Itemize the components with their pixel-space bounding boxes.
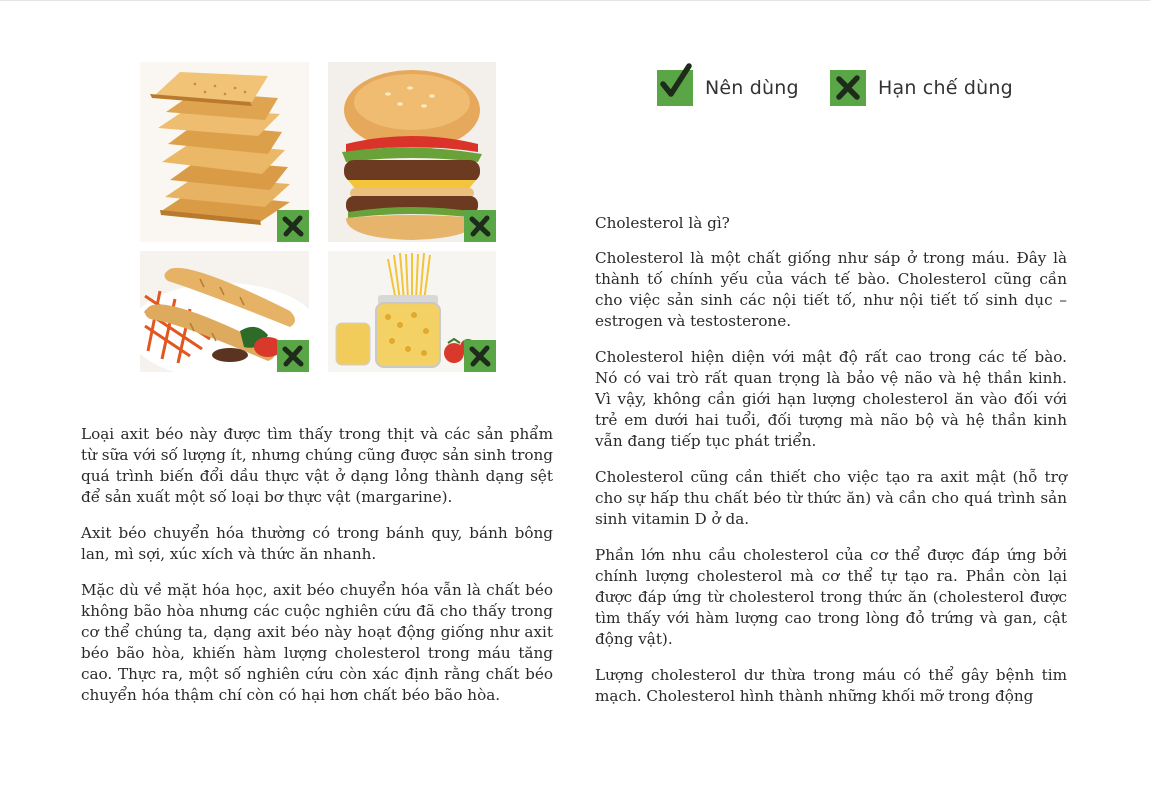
paragraph: Cholesterol hiện diện với mật độ rất cao trong các tế bào. Nó có vai trò rất quan trọng là bảo vệ não và hệ thần kinh. Vì vậy, không cần giới hạn lượng cholesterol ăn vào đối với trẻ em dưới hai tuổi, đối tượng mà não bộ và hệ thần kinh vẫn đang tiếp tục phát triển. <box>595 348 1067 450</box>
pasta-jar-photo <box>328 251 496 372</box>
legend-recommended <box>657 70 799 106</box>
legend-recommended-label: Nên dùng <box>705 77 799 99</box>
x-mark-icon <box>464 340 496 372</box>
page-top-border <box>0 0 1150 1</box>
paragraph: Loại axit béo này được tìm thấy trong thịt và các sản phẩm từ sữa với số lượng ít, nhưng chúng cũng được sản sinh trong quá trình biến đổi dầu thực vật ở dạng lỏng thành dạng sệt để sản xuất một số loại bơ thực vật (margarine). <box>81 425 553 506</box>
crackers-photo <box>140 62 309 242</box>
paragraph: Mặc dù về mặt hóa học, axit béo chuyển hóa vẫn là chất béo không bão hòa nhưng các cuộc nghiên cứu đã cho thấy trong cơ thể chúng ta, dạng axit béo này hoạt động giống như axit béo bão hòa, khiến hàm lượng cholesterol trong máu tăng cao. Thực ra, một số nghiên cứu còn xác định rằng chất béo chuyển hóa thậm chí còn có hại hơn chất béo bão hòa. <box>81 581 553 704</box>
right-text-column <box>595 213 1067 722</box>
paragraph: Cholesterol là một chất giống như sáp ở trong máu. Đây là thành tố chính yếu của vách tế bào. Cholesterol cũng cần cho việc sản sinh các nội tiết tố, như nội tiết tố sinh dục – estrogen và testosterone. <box>595 249 1067 330</box>
legend-limit <box>830 70 1013 106</box>
paragraph: Lượng cholesterol dư thừa trong máu có thể gây bệnh tim mạch. Cholesterol hình thành những khối mỡ trong động <box>595 666 1067 705</box>
legend-limit-label: Hạn chế dùng <box>878 77 1013 99</box>
section-heading: Cholesterol là gì? <box>595 214 730 232</box>
left-text-column <box>81 424 553 721</box>
paragraph: Phần lớn nhu cầu cholesterol của cơ thể được đáp ứng bởi chính lượng cholesterol mà cơ thể tự tạo ra. Phần còn lại được đáp ứng từ cholesterol trong thức ăn (cholesterol được tìm thấy với hàm lượng cao trong lòng đỏ trứng và gan, cật động vật). <box>595 546 1067 648</box>
legend-check-box <box>657 70 693 106</box>
limit-badge <box>464 340 496 372</box>
x-mark-icon <box>277 210 309 242</box>
limit-badge <box>277 340 309 372</box>
legend-x-box <box>830 70 866 106</box>
paragraph: Axit béo chuyển hóa thường có trong bánh quy, bánh bông lan, mì sợi, xúc xích và thức ăn nhanh. <box>81 524 553 563</box>
check-icon <box>657 64 693 100</box>
x-mark-icon <box>830 70 866 106</box>
pastry-sticks-photo <box>140 251 309 372</box>
x-mark-icon <box>464 210 496 242</box>
paragraph: Cholesterol cũng cần thiết cho việc tạo ra axit mật (hỗ trợ cho sự hấp thu chất béo từ thức ăn) và cần cho quá trình sản sinh vitamin D ở da. <box>595 468 1067 528</box>
hamburger-photo <box>328 62 496 242</box>
limit-badge <box>464 210 496 242</box>
limit-badge <box>277 210 309 242</box>
x-mark-icon <box>277 340 309 372</box>
